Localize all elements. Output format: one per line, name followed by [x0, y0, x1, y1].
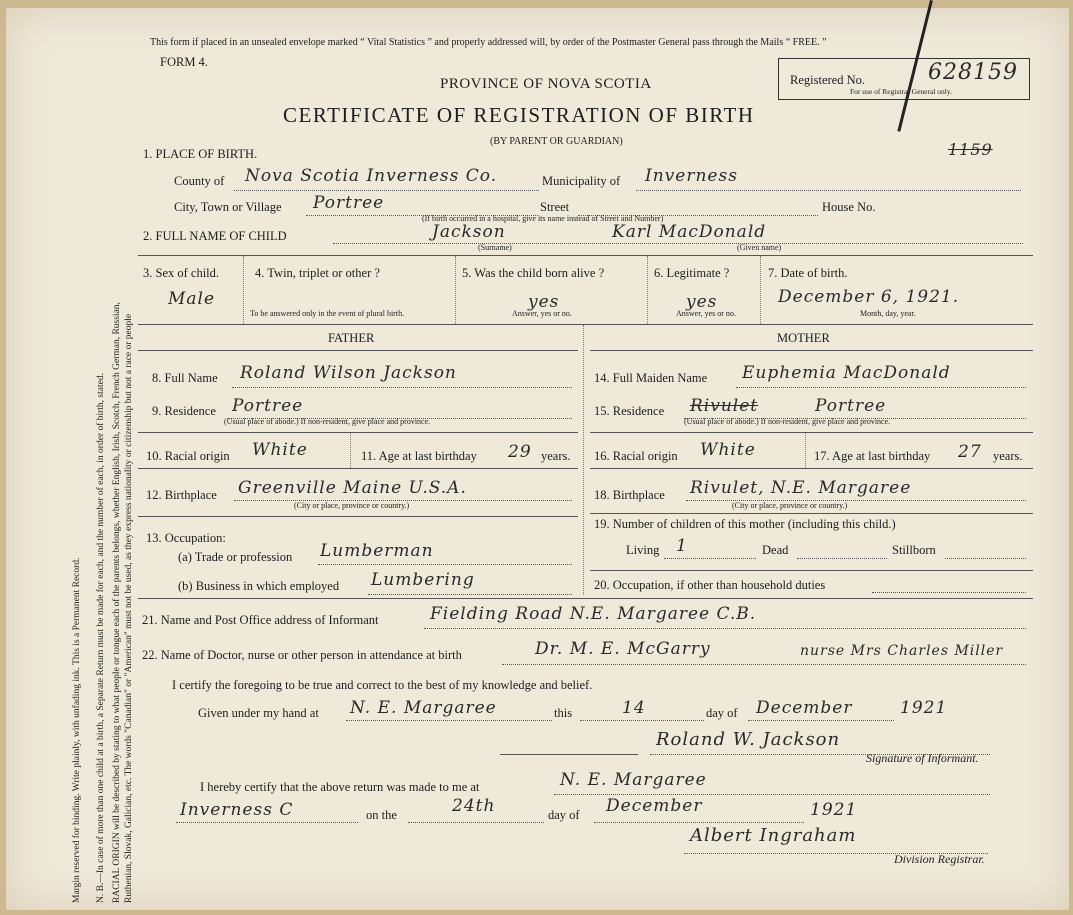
- certify-month-value: December: [756, 698, 853, 718]
- legitimate-note: Answer, yes or no.: [676, 309, 736, 318]
- doctor-label: 22. Name of Doctor, nurse or other person in attendance at birth: [142, 648, 462, 662]
- certify-statement: I certify the foregoing to be true and correct to the best of my knowledge and belief.: [172, 678, 593, 692]
- sex-value: Male: [168, 289, 216, 309]
- given-caption: (Given name): [737, 243, 782, 252]
- mother-heading: MOTHER: [777, 331, 830, 345]
- registrar-place-value: N. E. Margaree: [560, 770, 707, 790]
- registrar-caption: Division Registrar.: [894, 852, 985, 866]
- father-residence-note: (Usual place of abode.) If non-resident, give place and province.: [224, 417, 431, 426]
- informant-value: Fielding Road N.E. Margaree C.B.: [430, 604, 757, 624]
- registrar-month-value: December: [606, 796, 703, 816]
- mother-residence-note: (Usual place of abode.) If non-resident, give place and province.: [684, 417, 891, 426]
- registrar-signature: Albert Ingraham: [690, 825, 857, 846]
- stillborn-label: Stillborn: [892, 543, 936, 557]
- margin-instructions: [8, 8, 138, 908]
- doctor-value: Dr. M. E. McGarry: [535, 639, 711, 659]
- form-number: FORM 4.: [160, 55, 208, 69]
- father-residence-label: 9. Residence: [152, 404, 216, 418]
- registrar-day-value: 24th: [452, 796, 496, 816]
- father-birthplace-label: 12. Birthplace: [146, 488, 217, 502]
- registered-label: Registered No.: [790, 73, 865, 87]
- certificate-subtitle: (BY PARENT OR GUARDIAN): [490, 136, 623, 147]
- legitimate-value: yes: [686, 292, 718, 312]
- on-the-label: on the: [366, 808, 397, 822]
- city-value: Portree: [313, 193, 385, 213]
- father-years: years.: [541, 449, 571, 463]
- mother-birthplace-value: Rivulet, N.E. Margaree: [690, 478, 912, 498]
- mother-residence-label: 15. Residence: [594, 404, 665, 418]
- mother-racial-label: 16. Racial origin: [594, 449, 678, 463]
- certify-day-value: 14: [622, 698, 646, 718]
- father-racial-label: 10. Racial origin: [146, 449, 230, 463]
- children-label: 19. Number of children of this mother (including this child.): [594, 517, 896, 531]
- registrar-county-value: Inverness C: [180, 800, 294, 820]
- father-age-label: 11. Age at last birthday: [361, 449, 477, 463]
- given-under-label: Given under my hand at: [198, 706, 319, 720]
- hospital-note: (If birth occurred in a hospital, give its name instead of Street and Number): [422, 214, 664, 223]
- given-place-value: N. E. Margaree: [350, 698, 497, 718]
- municipality-label: Municipality of: [542, 174, 621, 188]
- alive-value: yes: [528, 292, 560, 312]
- margin-note-4: Ruthenian, Slovak, Galician, etc. The words "Canadian" or "American" must not be used, as they express nationality or citizenship but not a race or people: [124, 313, 134, 903]
- mother-residence-struck: Rivulet: [690, 396, 759, 416]
- trade-label: (a) Trade or profession: [178, 550, 293, 564]
- certificate-title: CERTIFICATE OF REGISTRATION OF BIRTH: [283, 103, 755, 127]
- registrar-note: For use of Registrar General only.: [850, 87, 952, 96]
- house-label: House No.: [822, 200, 876, 214]
- informant-label: 21. Name and Post Office address of Informant: [142, 613, 379, 627]
- father-name-value: Roland Wilson Jackson: [240, 363, 457, 383]
- legitimate-label: 6. Legitimate ?: [654, 266, 730, 280]
- county-label: County of: [174, 174, 225, 188]
- margin-note-3: RACIAL ORIGIN will be described by stating to what people or tongue each of the parents belongs, whether English, Irish, Scotch, French German, Russian,: [112, 302, 122, 903]
- child-name-label: 2. FULL NAME OF CHILD: [143, 229, 287, 243]
- surname-caption: (Surname): [478, 243, 512, 252]
- mother-birthplace-label: 18. Birthplace: [594, 488, 665, 502]
- alive-note: Answer, yes or no.: [512, 309, 572, 318]
- date-value: December 6, 1921.: [778, 287, 960, 307]
- twin-note: To be answered only in the event of plural birth.: [250, 309, 405, 318]
- certify-year-value: 1921: [900, 698, 948, 718]
- this-label: this: [554, 706, 573, 720]
- father-racial-value: White: [252, 440, 308, 460]
- registrar-statement: I hereby certify that the above return was made to me at: [200, 780, 480, 794]
- dead-label: Dead: [762, 543, 789, 557]
- mother-residence-value: Portree: [815, 396, 887, 416]
- mother-age-value: 27: [958, 442, 982, 462]
- father-residence-value: Portree: [232, 396, 304, 416]
- mother-name-label: 14. Full Maiden Name: [594, 371, 708, 385]
- county-value: Nova Scotia Inverness Co.: [245, 166, 498, 186]
- margin-note-2: N. B.—In case of more than one child at a birth, a Separate Return must be made for each, and the number of each, in order of birth, stated.: [96, 373, 106, 903]
- day-of-label: day of: [706, 706, 738, 720]
- father-name-label: 8. Full Name: [152, 371, 218, 385]
- mother-occupation-label: 20. Occupation, if other than household duties: [594, 578, 826, 592]
- business-label: (b) Business in which employed: [178, 579, 340, 593]
- father-birthplace-value: Greenville Maine U.S.A.: [238, 478, 467, 498]
- mother-birthplace-note: (City or place, province or country.): [732, 501, 848, 510]
- informant-signature: Roland W. Jackson: [656, 729, 841, 750]
- living-label: Living: [626, 543, 660, 557]
- father-heading: FATHER: [328, 331, 375, 345]
- municipality-value: Inverness: [645, 166, 738, 186]
- child-given-name: Karl MacDonald: [612, 222, 767, 242]
- mother-years: years.: [993, 449, 1023, 463]
- business-value: Lumbering: [371, 570, 475, 590]
- trade-value: Lumberman: [320, 541, 434, 561]
- struck-number: 1159: [948, 140, 993, 159]
- child-surname: Jackson: [432, 222, 506, 242]
- father-age-value: 29: [508, 442, 532, 462]
- mother-name-value: Euphemia MacDonald: [742, 363, 951, 383]
- nurse-value: nurse Mrs Charles Miller: [800, 643, 1004, 659]
- province-title: PROVINCE OF NOVA SCOTIA: [440, 76, 652, 92]
- father-birthplace-note: (City or place, province or country.): [294, 501, 410, 510]
- date-note: Month, day, year.: [860, 309, 916, 318]
- sex-label: 3. Sex of child.: [143, 266, 220, 280]
- registered-number: 628159: [928, 60, 1018, 85]
- alive-label: 5. Was the child born alive ?: [462, 266, 605, 280]
- informant-signature-caption: Signature of Informant.: [866, 751, 979, 765]
- postal-notice: This form if placed in an unsealed envelope marked “ Vital Statistics ” and properly addressed will, by order of the Postmaster General pass through the Mails “ FREE. ”: [150, 37, 827, 48]
- registrar-year-value: 1921: [810, 800, 858, 820]
- street-label: Street: [540, 200, 570, 214]
- twin-label: 4. Twin, triplet or other ?: [255, 266, 380, 280]
- city-label: City, Town or Village: [174, 200, 282, 214]
- place-of-birth-heading: 1. PLACE OF BIRTH.: [143, 147, 258, 161]
- mother-age-label: 17. Age at last birthday: [814, 449, 931, 463]
- date-label: 7. Date of birth.: [768, 266, 848, 280]
- mother-racial-value: White: [700, 440, 756, 460]
- margin-note-1: Margin reserved for binding. Write plainly, with unfading ink. This is a Permanent Record.: [72, 557, 82, 903]
- occupation-label: 13. Occupation:: [146, 531, 226, 545]
- living-value: 1: [676, 536, 688, 556]
- registrar-day-of-label: day of: [548, 808, 580, 822]
